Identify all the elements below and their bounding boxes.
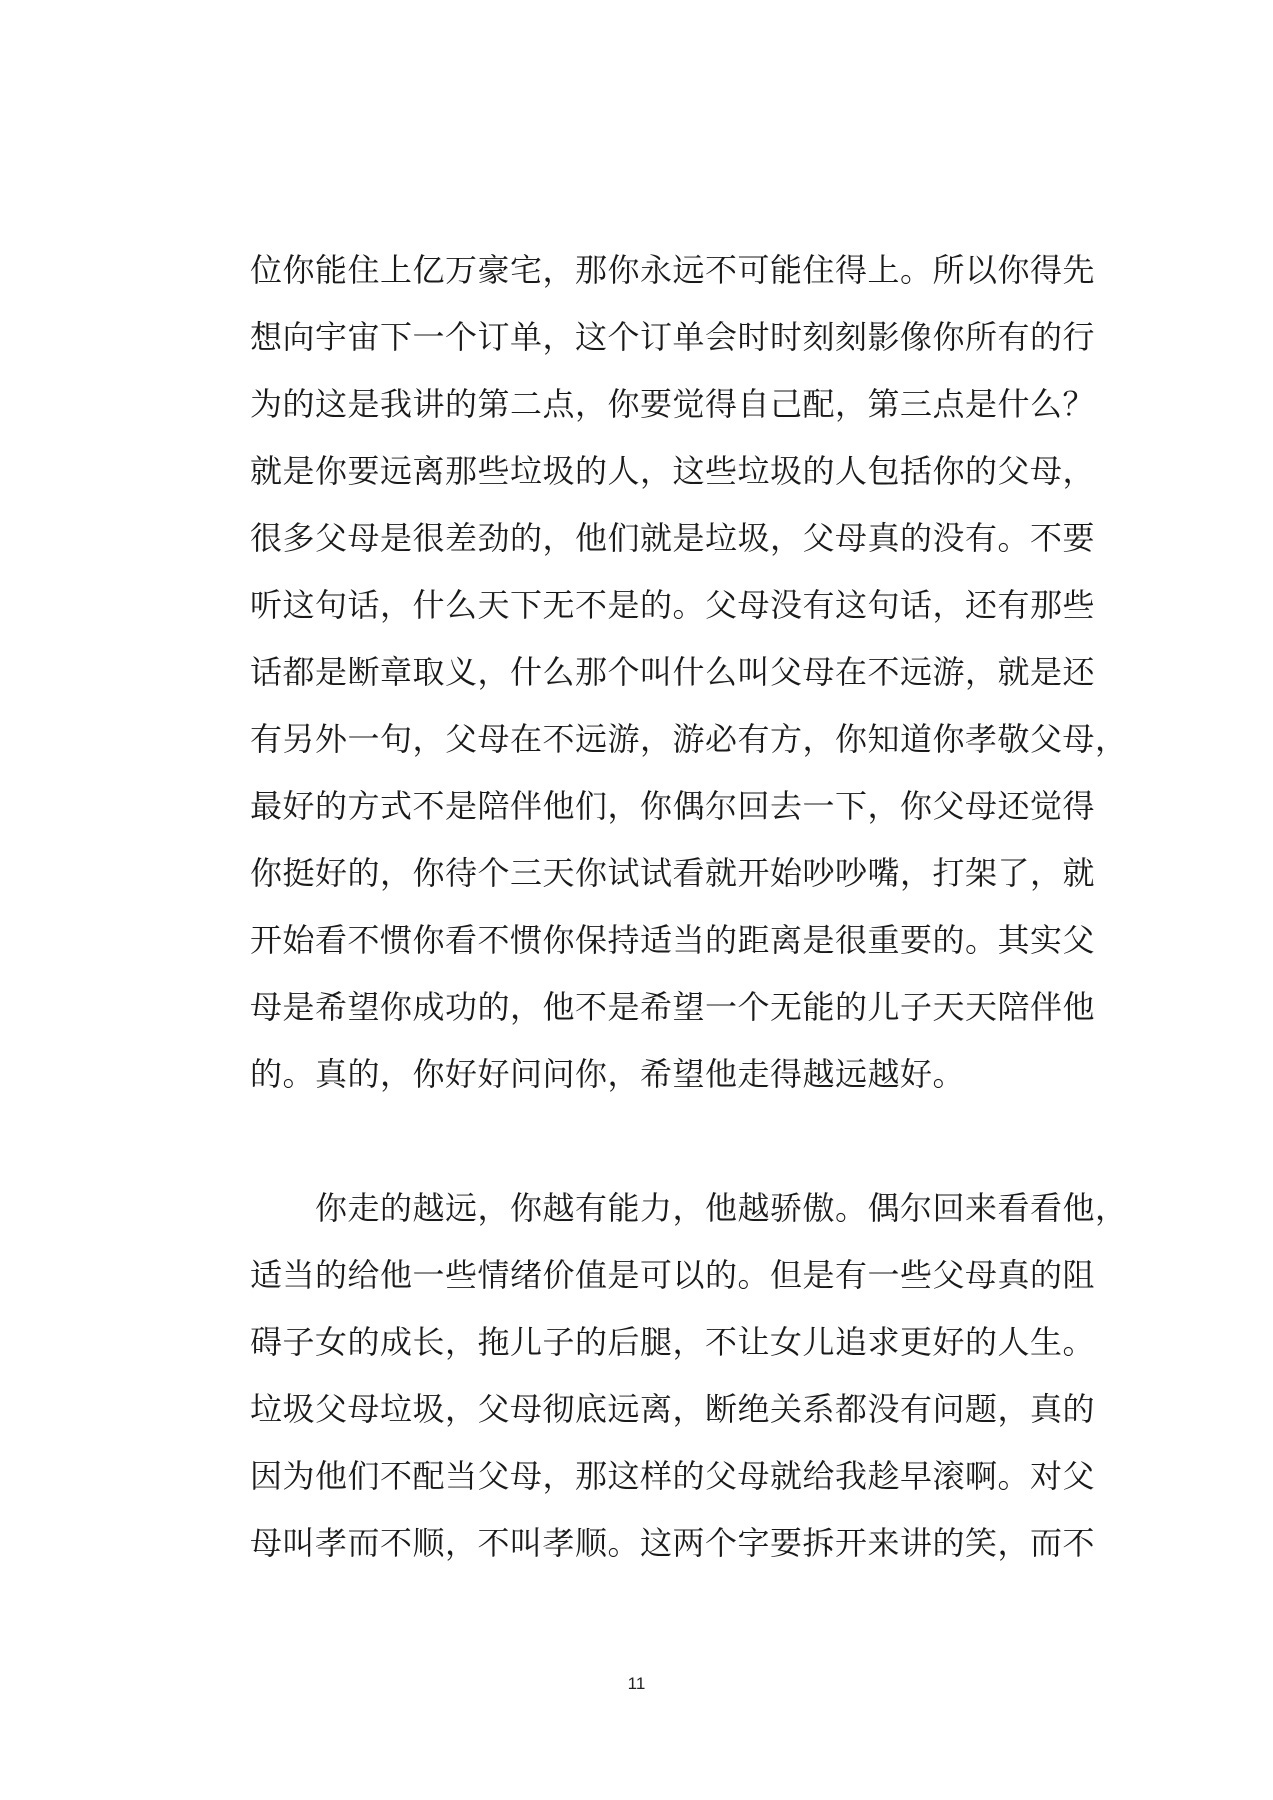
paragraph-1-line-2: 想向宇宙下一个订单，这个订单会时时刻刻影像你所有的行 <box>250 318 1096 356</box>
paragraph-1-line-4: 就是你要远离那些垃圾的人，这些垃圾的人包括你的父母， <box>250 452 1096 490</box>
paragraph-1-line-11: 开始看不惯你看不惯你保持适当的距离是很重要的。其实父 <box>250 921 1096 959</box>
paragraph-1-line-7: 话都是断章取义，什么那个叫什么叫父母在不远游，就是还 <box>250 653 1096 691</box>
paragraph-1-line-1: 位你能住上亿万豪宅，那你永远不可能住得上。所以你得先 <box>250 251 1096 289</box>
paragraph-1-line-6: 听这句话，什么天下无不是的。父母没有这句话，还有那些 <box>250 586 1096 624</box>
paragraph-2-line-3: 碍子女的成长，拖儿子的后腿，不让女儿追求更好的人生。 <box>250 1323 1096 1361</box>
paragraph-1-line-12: 母是希望你成功的，他不是希望一个无能的儿子天天陪伴他 <box>250 988 1096 1026</box>
paragraph-1 <box>250 237 1128 1108</box>
paragraph-1-line-10: 你挺好的，你待个三天你试试看就开始吵吵嘴，打架了，就 <box>250 854 1096 892</box>
paragraph-1-line-5: 很多父母是很差劲的，他们就是垃圾，父母真的没有。不要 <box>250 519 1096 557</box>
paragraph-1-line-9: 最好的方式不是陪伴他们，你偶尔回去一下，你父母还觉得 <box>250 787 1096 825</box>
paragraph-2-line-1: 你走的越远，你越有能力，他越骄傲。偶尔回来看看他， <box>250 1189 1128 1227</box>
paragraph-2-line-5: 因为他们不配当父母，那这样的父母就给我趁早滚啊。对父 <box>250 1457 1096 1495</box>
paragraph-1-line-3: 为的这是我讲的第二点，你要觉得自己配，第三点是什么？ <box>250 385 1096 423</box>
paragraph-2 <box>250 1175 1128 1577</box>
paragraph-1-line-13: 的。真的，你好好问问你，希望他走得越远越好。 <box>250 1055 966 1093</box>
paragraph-2-line-4: 垃圾父母垃圾，父母彻底远离，断绝关系都没有问题，真的 <box>250 1390 1096 1428</box>
page-number: 11 <box>627 1674 646 1693</box>
paragraph-2-line-2: 适当的给他一些情绪价值是可以的。但是有一些父母真的阻 <box>250 1256 1096 1294</box>
paragraph-1-line-8: 有另外一句，父母在不远游，游必有方，你知道你孝敬父母， <box>250 720 1128 758</box>
paragraph-2-line-6: 母叫孝而不顺，不叫孝顺。这两个字要拆开来讲的笑，而不 <box>250 1524 1096 1562</box>
